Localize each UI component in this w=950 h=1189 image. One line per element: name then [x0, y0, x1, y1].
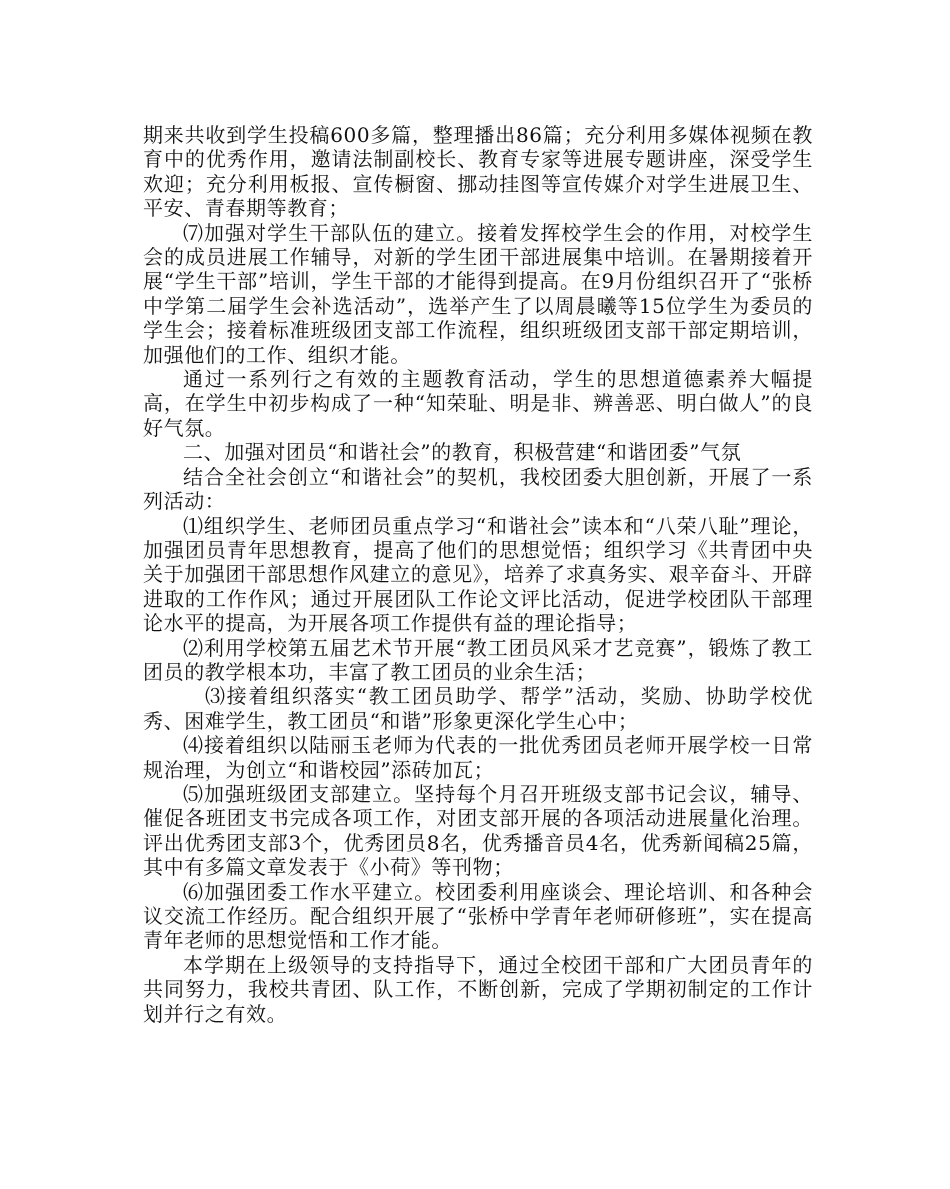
paragraph-summary-moral-education: 通过一系列行之有效的主题教育活动，学生的思想道德素养大幅提高，在学生中初步构成了一种“知荣耻、明是非、辨善恶、明白做人”的良好气氛。	[143, 367, 813, 440]
paragraph-item-4-daily-management: ⑷接着组织以陆丽玉老师为代表的一批优秀团员老师开展学校一日常规治理，为创立“和谐校园”添砖加瓦；	[143, 733, 813, 782]
paragraph-section-intro: 结合全社会创立“和谐社会”的契机，我校团委大胆创新，开展了一系列活动：	[143, 464, 813, 514]
document-page	[143, 123, 813, 1026]
paragraph-item-5-branch-building: ⑸加强班级团支部建立。坚持每个月召开班级支部书记会议，辅导、催促各班团支书完成各项工作，对团支部开展的各项活动进展量化治理。评出优秀团支部3个，优秀团员8名，优秀播音员4名，优秀新闻稿25篇，其中有多篇文章发表于《小荷》等刊物；	[143, 781, 813, 880]
paragraph-item-3-help-study: ⑶接着组织落实“教工团员助学、帮学”活动，奖励、协助学校优秀、困难学生，教工团员“和谐”形象更深化学生心中；	[143, 684, 813, 733]
paragraph-item-6-committee-work: ⑹加强团委工作水平建立。校团委利用座谈会、理论培训、和各种会议交流工作经历。配合组织开展了“张桥中学青年老师研修班”，实在提高青年老师的思想觉悟和工作才能。	[143, 879, 813, 953]
paragraph-conclusion: 本学期在上级领导的支持指导下，通过全校团干部和广大团员青年的共同努力，我校共青团、队工作，不断创新，完成了学期初制定的工作计划并行之有效。	[143, 952, 813, 1026]
paragraph-media-education: 期来共收到学生投稿600多篇，整理播出86篇；充分利用多媒体视频在教育中的优秀作用，邀请法制副校长、教育专家等进展专题讲座，深受学生欢迎；充分利用板报、宣传橱窗、挪动挂图等宣传媒介对学生进展卫生、平安、青春期等教育；	[143, 123, 813, 221]
section-heading-two: 二、加强对团员“和谐社会”的教育，积极营建“和谐团委”气氛	[183, 440, 742, 465]
paragraph-item-7-student-cadres: ⑺加强对学生干部队伍的建立。接着发挥校学生会的作用，对校学生会的成员进展工作辅导，对新的学生团干部进展集中培训。在暑期接着开展“学生干部”培训，学生干部的才能得到提高。在9月份组织召开了“张桥中学第二届学生会补选活动”，选举产生了以周晨曦等15位学生为委员的学生会；接着标准班级团支部工作流程，组织班级团支部干部定期培训，加强他们的工作、组织才能。	[143, 220, 813, 367]
paragraph-item-2-art-festival: ⑵利用学校第五届艺术节开展“教工团员风采才艺竞赛”，锻炼了教工团员的教学根本功，丰富了教工团员的业余生活；	[143, 635, 813, 684]
paragraph-item-1-study: ⑴组织学生、老师团员重点学习“和谐社会”读本和“八荣八耻”理论，加强团员青年思想教育，提高了他们的思想觉悟；组织学习《共青团中央关于加强团干部思想作风建立的意见》，培养了求真务实、艰辛奋斗、开辟进取的工作作风；通过开展团队工作论文评比活动，促进学校团队干部理论水平的提高，为开展各项工作提供有益的理论指导；	[143, 513, 813, 636]
